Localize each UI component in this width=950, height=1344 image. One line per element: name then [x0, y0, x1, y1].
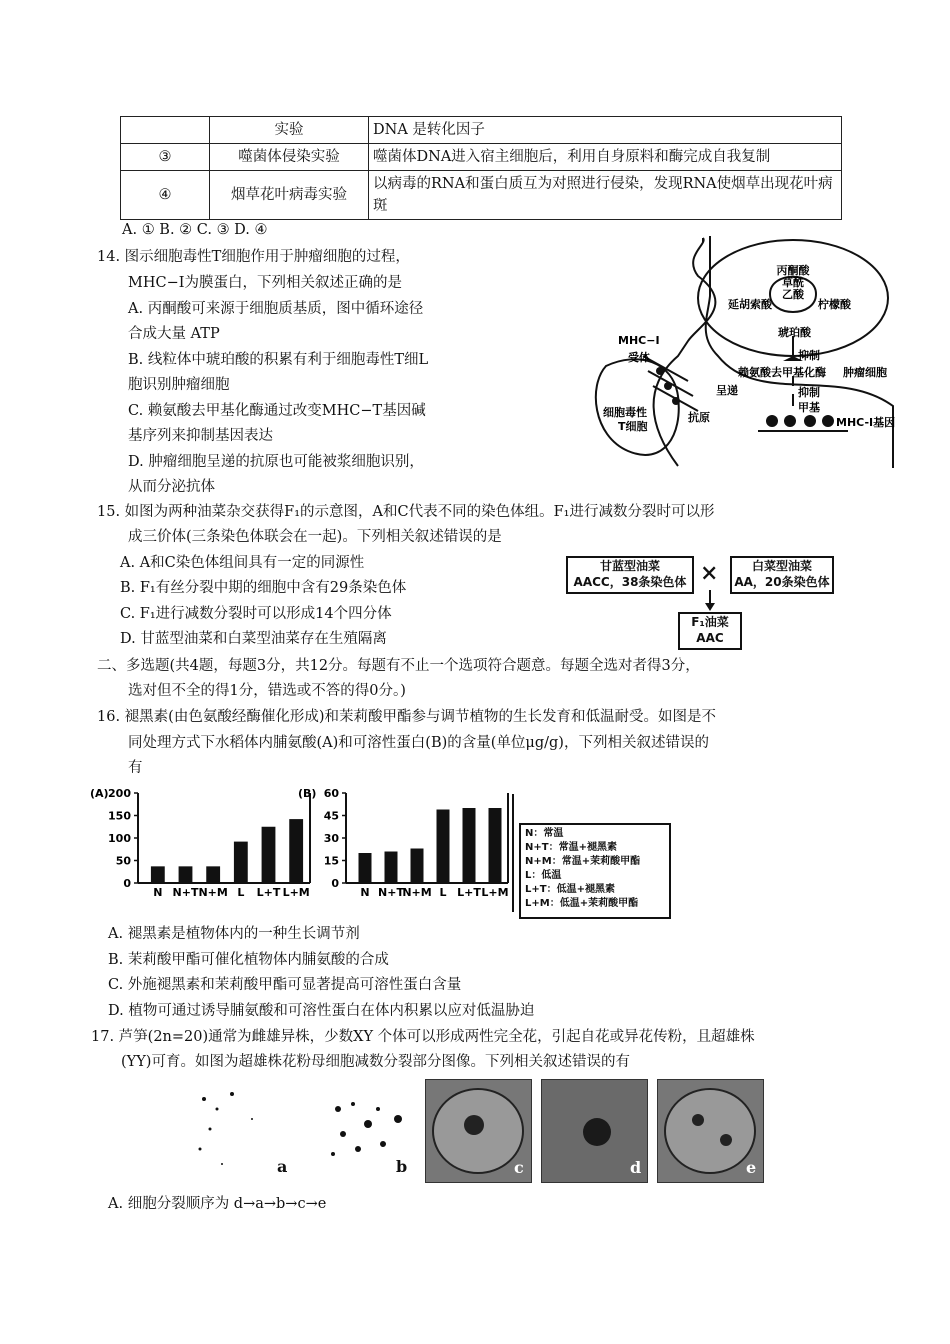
x-tick-label: L+T [457, 886, 481, 899]
bar [359, 853, 372, 883]
micrograph-a [192, 1079, 296, 1181]
arrow-down-icon [700, 590, 720, 612]
box-label: 甘蓝型油菜 [599, 559, 660, 573]
micrograph-label: a [277, 1157, 288, 1176]
table-cell: ④ [121, 171, 210, 220]
label-tcell: T细胞 [618, 420, 648, 433]
q14-stem: 14. 图示细胞毒性T细胞作用于肿瘤细胞的过程， [97, 249, 410, 265]
q15-stem: 成三价体(三条染色体联会在一起)。下列相关叙述错误的是 [128, 529, 502, 545]
label-inhibit: 抑制 [798, 386, 820, 399]
bar [151, 866, 165, 883]
cross-symbol: × [700, 560, 719, 586]
label-mhc: MHC−I [618, 334, 660, 347]
label-oxaloacetate: 草酰 [782, 276, 804, 289]
legend-item: N+M：常温+茉莉酸甲酯 [525, 856, 641, 867]
label-receptor: 受体 [628, 351, 650, 364]
x-tick-label: N+T [378, 886, 404, 899]
q15-option-d: D. 甘蓝型油菜和白菜型油菜存在生殖隔离 [120, 631, 387, 647]
q14-option-c: C. 赖氨酸去甲基化酶通过改变MHC−T基因碱 [128, 403, 426, 419]
label-tumor-cell: 肿瘤细胞 [843, 366, 887, 379]
bar [234, 842, 248, 883]
legend-item: L：低温 [525, 870, 562, 881]
bar [179, 866, 193, 883]
q15-option-a: A. A和C染色体组间具有一定的同源性 [120, 555, 365, 571]
q16-option-c: C. 外施褪黑素和茉莉酸甲酯可显著提高可溶性蛋白含量 [108, 977, 462, 993]
label-antigen: 抗原 [688, 411, 710, 424]
q17-stem: (YY)可育。如图为超雄株花粉母细胞减数分裂部分图像。下列相关叙述错误的有 [121, 1054, 630, 1070]
bar [463, 808, 476, 883]
legend-item: N：常温 [525, 828, 564, 839]
label-mhc-gene: MHC-I基因 [836, 416, 896, 429]
y-tick-label: 100 [108, 832, 131, 845]
y-tick-label: 150 [108, 809, 131, 823]
q16-option-b: B. 茉莉酸甲酯可催化植物体内脯氨酸的合成 [108, 952, 389, 968]
y-tick-label: 200 [108, 787, 131, 800]
q14-option-a: 合成大量 ATP [128, 326, 220, 342]
x-tick-label: L [439, 886, 447, 899]
section-heading: 二、多选题(共4题，每题3分，共12分。每题有不止一个选项符合题意。每题全选对者得3分， [97, 658, 700, 674]
parent-box-napus [566, 556, 694, 594]
table-cell: 以病毒的RNA和蛋白质互为对照进行侵染，发现RNA使烟草出现花叶病斑 [369, 171, 842, 220]
chart-title: (B) [298, 787, 317, 800]
q14-option-d: 从而分泌抗体 [128, 479, 215, 495]
experiment-table [120, 116, 842, 220]
x-tick-label: L [237, 886, 245, 899]
table-cell [121, 117, 210, 144]
x-tick-label: N [360, 886, 370, 899]
bar [437, 810, 450, 884]
q16-stem: 有 [128, 760, 143, 776]
x-tick-label: N+T [172, 886, 199, 899]
micrograph-label: c [514, 1158, 524, 1177]
q14-option-d: D. 肿瘤细胞呈递的抗原也可能被浆细胞识别， [128, 454, 424, 470]
micrograph-e [657, 1079, 764, 1183]
label-succinate: 琥珀酸 [778, 326, 811, 339]
bar [262, 827, 276, 883]
parent-box-rapa [730, 556, 834, 594]
q17-stem: 17. 芦笋(2n=20)通常为雌雄异株，少数XY 个体可以形成两性完全花，引起自花或异花传粉，且超雄株 [91, 1029, 755, 1045]
q14-option-b: 胞识别肿瘤细胞 [128, 377, 230, 393]
legend-item: N+T：常温+褪黑素 [525, 842, 617, 853]
table-cell: 实验 [210, 117, 369, 144]
bar [206, 866, 220, 883]
q14-option-a: A. 丙酮酸可来源于细胞质基质，图中循环途径 [128, 301, 424, 317]
y-tick-label: 60 [323, 787, 339, 800]
legend-item: L+T：低温+褪黑素 [525, 884, 615, 895]
y-tick-label: 45 [323, 809, 339, 823]
box-label: 白菜型油菜 [751, 559, 812, 573]
q14-stem: MHC−I为膜蛋白，下列相关叙述正确的是 [128, 275, 402, 291]
table-row [121, 144, 842, 171]
micrograph-d [541, 1079, 648, 1183]
y-tick-label: 50 [115, 854, 131, 868]
micrograph-b [308, 1079, 412, 1181]
bar [411, 849, 424, 884]
bar [385, 852, 398, 884]
label-methyl: 甲基 [798, 401, 820, 414]
micrograph-label: b [396, 1157, 408, 1176]
section-heading: 选对但不全的得1分，错选或不答的得0分。) [128, 683, 406, 699]
x-tick-label: L+M [481, 886, 509, 899]
label-pyruvate: 丙酮酸 [776, 264, 810, 277]
y-tick-label: 30 [323, 832, 339, 845]
table-cell: DNA 是转化因子 [369, 117, 842, 144]
micrograph-label: d [630, 1158, 642, 1177]
table-cell: 噬菌体侵染实验 [210, 144, 369, 171]
chart-title: (A) [90, 787, 109, 800]
table-cell: ③ [121, 144, 210, 171]
q15-option-c: C. F₁进行减数分裂时可以形成14个四分体 [120, 606, 392, 622]
label-inhibit: 抑制 [798, 349, 820, 362]
box-label: AAC [696, 631, 724, 645]
table-row [121, 117, 842, 144]
f1-box [678, 612, 742, 650]
x-tick-label: N+M [198, 886, 228, 899]
x-tick-label: N [153, 886, 163, 899]
y-tick-label: 0 [331, 877, 339, 890]
table-cell: 噬菌体DNA进入宿主细胞后，利用自身原料和酶完成自我复制 [369, 144, 842, 171]
q16-stem: 同处理方式下水稻体内脯氨酸(A)和可溶性蛋白(B)的含量(单位μg/g)，下列相关叙述错误的 [128, 735, 709, 751]
micrograph-label: e [746, 1158, 757, 1177]
label-acetate: 乙酸 [782, 288, 804, 301]
q16-option-a: A. 褪黑素是植物体内的一种生长调节剂 [108, 926, 360, 942]
q15-option-b: B. F₁有丝分裂中期的细胞中含有29条染色体 [120, 580, 407, 596]
y-tick-label: 15 [323, 854, 339, 868]
micrograph-c [425, 1079, 532, 1183]
box-label: F₁油菜 [691, 615, 729, 629]
label-tcell: 细胞毒性 [603, 406, 647, 419]
label-present: 呈递 [716, 384, 738, 397]
q14-option-b: B. 线粒体中琥珀酸的积累有利于细胞毒性T细L [128, 352, 429, 368]
chart-a [88, 785, 318, 913]
box-label: AA，20条染色体 [734, 575, 830, 589]
label-fumarate: 延胡索酸 [728, 298, 772, 311]
y-tick-label: 0 [123, 877, 131, 890]
chart-b [296, 785, 516, 913]
legend-item: L+M：低温+茉莉酸甲酯 [525, 898, 639, 909]
chart-legend [519, 823, 671, 919]
t-cell-tumor-diagram [588, 236, 898, 468]
q15-stem: 15. 如图为两种油菜杂交获得F₁的示意图，A和C代表不同的染色体组。F₁进行减数分裂时可以形 [97, 504, 715, 520]
q13-options: A. ① B. ② C. ③ D. ④ [122, 222, 268, 238]
box-label: AACC，38条染色体 [573, 575, 687, 589]
label-enzyme: 赖氨酸去甲基化酶 [738, 366, 826, 379]
x-tick-label: L+T [256, 886, 281, 899]
table-row [121, 171, 842, 220]
legend-bracket [512, 794, 517, 912]
x-tick-label: N+M [402, 886, 432, 899]
q17-option-a: A. 细胞分裂顺序为 d→a→b→c→e [108, 1196, 327, 1212]
q14-option-c: 基序列来抑制基因表达 [128, 428, 273, 444]
table-cell: 烟草花叶病毒实验 [210, 171, 369, 220]
x-tick-label: L+M [282, 886, 310, 899]
label-citrate: 柠檬酸 [818, 298, 851, 311]
q16-option-d: D. 植物可通过诱导脯氨酸和可溶性蛋白在体内积累以应对低温胁迫 [108, 1003, 535, 1019]
q16-stem: 16. 褪黑素(由色氨酸经酶催化形成)和茉莉酸甲酯参与调节植物的生长发育和低温耐受。如图是不 [97, 709, 716, 725]
bar [489, 808, 502, 883]
